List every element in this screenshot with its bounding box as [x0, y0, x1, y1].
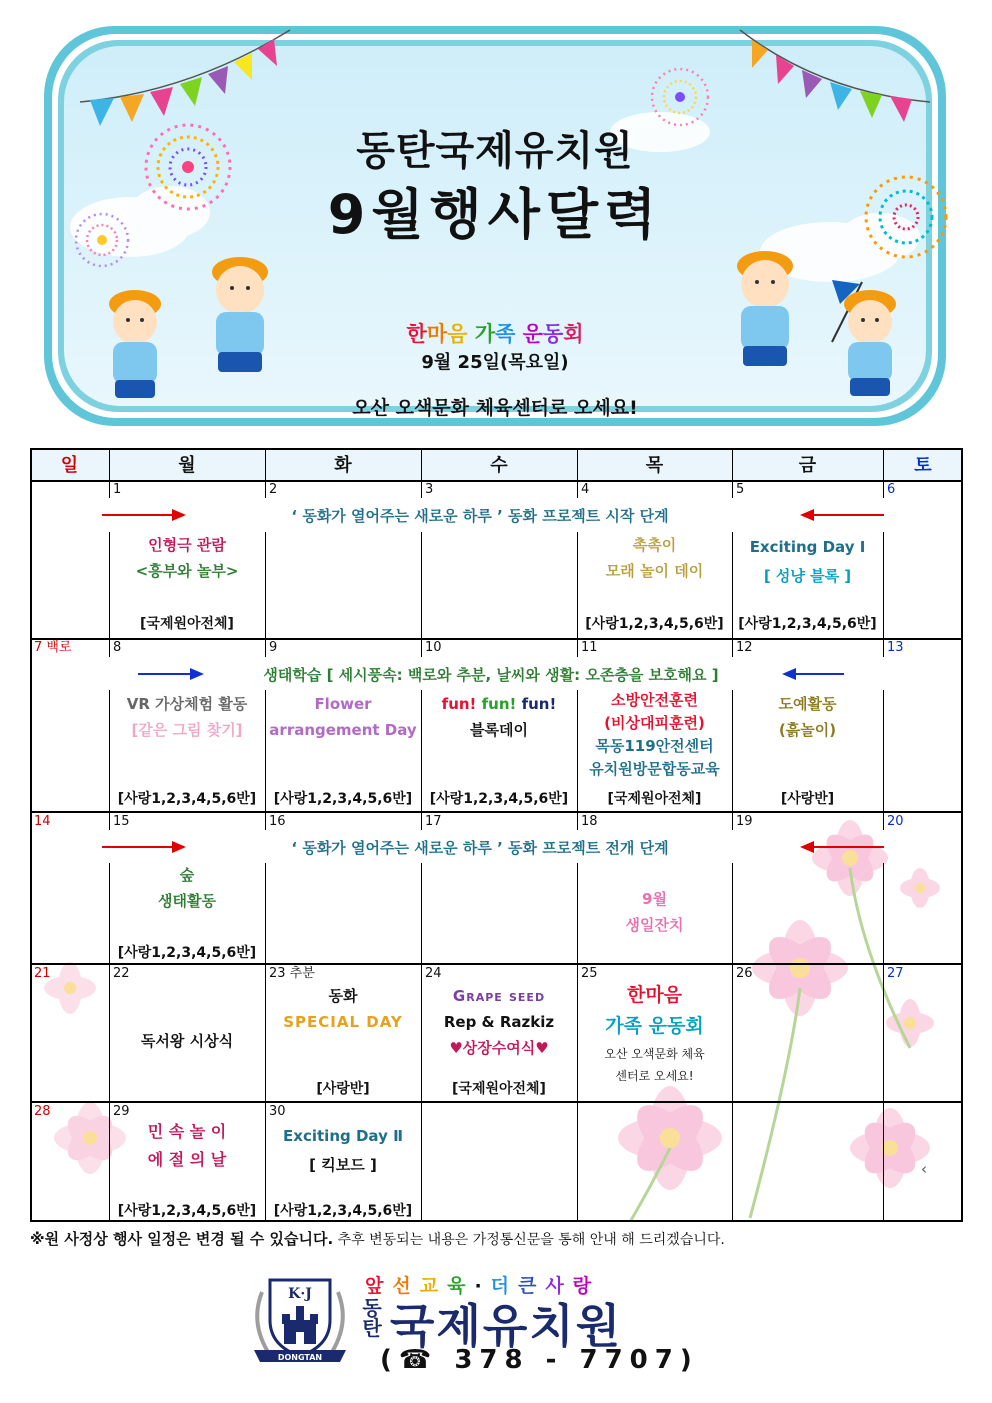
sports-char: 족	[495, 322, 523, 346]
day-header-fri: 금	[798, 455, 817, 476]
day-header-wed: 수	[490, 455, 508, 476]
date-number: 8	[113, 640, 122, 655]
dong-char: 동	[362, 1296, 382, 1320]
flower-icon	[812, 820, 888, 896]
grid-line	[265, 448, 266, 498]
phone-number: (☎ 378 - 7707)	[380, 1345, 699, 1375]
logo-ribbon-text: DONGTAN	[277, 1353, 323, 1362]
sports-char: 음	[447, 322, 475, 346]
class-label: [사랑반]	[316, 1081, 370, 1097]
grid-line	[30, 448, 32, 1222]
event-line	[421, 691, 577, 717]
schedule-change-note	[30, 1228, 725, 1249]
event-line: 유치원방문합동교육	[589, 760, 720, 778]
event-reading-award: 독서왕 시상식	[140, 1032, 234, 1050]
class-label: [사랑1,2,3,4,5,6반]	[117, 945, 257, 961]
event-line: ♥상장수여식♥	[449, 1039, 549, 1057]
tan-char: 탄	[362, 1316, 382, 1340]
grid-line	[109, 448, 110, 498]
logo-letters: K·J	[288, 1286, 312, 1302]
date-number: 21	[34, 966, 51, 981]
event-line: 인형극 관람	[148, 536, 226, 554]
event-line: 동화	[328, 987, 358, 1005]
class-label: [사랑1,2,3,4,5,6반]	[117, 1203, 257, 1219]
sports-char: 마	[426, 322, 448, 346]
grid-line	[265, 532, 266, 657]
event-vr-experience	[109, 691, 265, 743]
date-number: 7 백로	[34, 640, 72, 655]
left-arrow-icon	[782, 667, 844, 681]
event-line: 한마음	[626, 984, 683, 1006]
date-number: 9	[269, 640, 278, 655]
right-arrow-icon	[102, 508, 186, 522]
date-number: 19	[736, 814, 753, 829]
date-number: 5	[736, 482, 745, 497]
class-label: [사랑1,2,3,4,5,6반]	[429, 791, 569, 807]
sports-char: 가	[474, 322, 495, 346]
class-label: [사랑1,2,3,4,5,6반]	[738, 616, 877, 632]
event-birthday-party	[577, 886, 732, 938]
event-line: Exciting Day Ⅱ	[283, 1127, 403, 1145]
class-label: [국제원아전체]	[140, 616, 234, 632]
event-line: Exciting Day Ⅰ	[749, 538, 866, 556]
fun-word: fun!	[521, 695, 557, 713]
event-line: 숲	[179, 866, 195, 884]
event-line: Grape seed	[452, 987, 546, 1005]
slogan-char: 교	[419, 1275, 448, 1297]
sports-day-date: 9월 25일(목요일)	[421, 352, 569, 373]
event-line: [ 킥보드 ]	[309, 1156, 377, 1174]
event-sand-play	[577, 532, 732, 584]
date-number: 28	[34, 1104, 51, 1119]
event-line: 도예활동	[778, 695, 837, 713]
date-number: 10	[425, 640, 442, 655]
project-band: ‘ 동화가 열어주는 새로운 하루 ’ 동화 프로젝트 전개 단계	[291, 839, 669, 857]
grid-line	[30, 1220, 963, 1222]
event-line: 민 속 놀 이	[147, 1122, 227, 1141]
right-arrow-icon	[102, 840, 186, 854]
event-line: Rep & Razkiz	[443, 1013, 555, 1031]
sports-day-title	[40, 318, 950, 348]
left-arrow-icon	[800, 508, 884, 522]
event-block-day	[421, 691, 577, 743]
grid-line	[577, 448, 578, 498]
event-folk-games	[109, 1118, 265, 1174]
grid-line	[883, 532, 884, 657]
note-bold: ※원 사정상 행사 일정은 변경 될 수 있습니다.	[30, 1230, 334, 1248]
grid-line	[961, 448, 963, 1222]
date-number: 25	[581, 966, 598, 981]
date-number: 11	[581, 640, 598, 655]
flower-icon	[886, 999, 934, 1047]
date-number: 17	[425, 814, 442, 829]
event-pottery	[732, 691, 883, 743]
chevron-left-icon[interactable]: ‹	[921, 1160, 927, 1178]
slogan-char: 더	[490, 1275, 519, 1297]
grid-line	[883, 448, 884, 498]
grid-line	[883, 690, 884, 830]
event-grape-seed	[421, 983, 577, 1061]
day-header-thu: 목	[645, 455, 664, 476]
sports-char: 동	[542, 322, 564, 346]
date-number: 3	[425, 482, 434, 497]
slogan-char: 선	[392, 1275, 420, 1297]
event-flower-arrangement	[265, 691, 421, 743]
project-band: ‘ 동화가 열어주는 새로운 하루 ’ 동화 프로젝트 시작 단계	[291, 507, 669, 525]
note-normal: 추후 변동되는 내용은 가정통신문을 통해 안내 해 드리겠습니다.	[333, 1232, 725, 1248]
fun-word: fun!	[481, 695, 522, 713]
date-number: 26	[736, 966, 753, 981]
grid-line	[30, 480, 963, 482]
sports-char: 운	[522, 322, 543, 346]
date-number: 29	[113, 1104, 130, 1119]
slogan-char: 앞	[365, 1275, 393, 1297]
slogan-char: 랑	[572, 1275, 601, 1297]
event-line: SPECIAL DAY	[283, 1013, 403, 1031]
right-arrow-icon	[138, 667, 204, 681]
event-fairy-tale-day	[265, 983, 421, 1035]
sports-char: 회	[563, 322, 584, 346]
day-header-mon: 월	[178, 455, 196, 476]
date-number: 15	[113, 814, 130, 829]
grid-line	[421, 532, 422, 657]
class-label: [국제원아전체]	[607, 791, 702, 807]
date-number: 1	[113, 482, 122, 497]
left-arrow-icon	[800, 840, 884, 854]
event-line: 생일잔치	[625, 916, 684, 934]
event-line: [같은 그림 찾기]	[131, 721, 243, 739]
date-number: 12	[736, 640, 753, 655]
september-calendar	[30, 448, 963, 1222]
date-number: 27	[887, 966, 904, 981]
slogan-char: 큰	[518, 1275, 546, 1297]
event-line: 9월	[642, 890, 667, 908]
fun-word: fun!	[441, 695, 482, 713]
calendar-title: 9월행사달력	[327, 183, 663, 246]
event-line: arrangement Day	[269, 721, 417, 739]
event-line: 촉촉이	[632, 536, 677, 554]
event-line: 가족 운동회	[605, 1015, 704, 1037]
event-line: [ 성냥 블록 ]	[763, 567, 852, 585]
date-number: 4	[581, 482, 590, 497]
eco-learning-band: 생태학습 [ 세시풍속: 백로와 추분, 날씨와 생활: 오존층을 보호해요 ]	[263, 666, 719, 684]
slogan-char: 육	[447, 1275, 475, 1297]
event-line: 생태활동	[158, 892, 216, 910]
day-header-sat: 토	[914, 455, 932, 476]
grid-line	[732, 448, 733, 498]
sports-char: 한	[406, 322, 427, 346]
class-label: [사랑반]	[780, 791, 835, 807]
date-number: 6	[887, 482, 896, 497]
class-label: [국제원아전체]	[452, 1081, 546, 1097]
kindergarten-name: 국제유치원	[390, 1299, 623, 1353]
grid-line	[30, 1101, 963, 1103]
event-line: VR 가상체험 활동	[126, 695, 248, 713]
event-line: 목동119안전센터	[595, 737, 714, 755]
flower-icon	[900, 868, 940, 908]
date-number: 16	[269, 814, 286, 829]
dongtan-vertical-label	[360, 1298, 384, 1338]
class-label: [사랑1,2,3,4,5,6반]	[273, 1203, 413, 1219]
class-label: [사랑1,2,3,4,5,6반]	[585, 616, 724, 632]
grid-line	[30, 448, 963, 450]
event-forest-eco	[109, 862, 265, 914]
event-line: 블록데이	[470, 721, 528, 739]
event-exciting-day-1	[732, 534, 883, 589]
grid-line	[732, 863, 733, 1222]
event-line: (흙놀이)	[778, 721, 837, 739]
date-number: 2	[269, 482, 278, 497]
class-label: [사랑1,2,3,4,5,6반]	[273, 791, 413, 807]
event-banner	[40, 22, 950, 430]
kindergarten-logo	[248, 1272, 352, 1370]
event-exciting-day-2	[265, 1123, 421, 1178]
grid-line	[421, 448, 422, 498]
date-number: 18	[581, 814, 598, 829]
slogan-char: ·	[474, 1275, 491, 1297]
event-line: Flower	[314, 695, 372, 713]
day-header-tue: 화	[334, 455, 352, 476]
event-line: 오산 오색문화 체육	[604, 1047, 705, 1061]
event-line: 소방안전훈련	[611, 691, 698, 709]
grid-line	[30, 638, 963, 640]
grid-line	[30, 963, 963, 965]
event-fire-safety	[577, 689, 732, 781]
kindergarten-title: 동탄국제유치원	[356, 128, 634, 174]
day-header-sun: 일	[60, 455, 79, 476]
slogan-char: 사	[545, 1275, 573, 1297]
event-family-sports-day	[577, 981, 732, 1087]
event-line: (비상대피훈련)	[604, 714, 705, 732]
event-line: 에 절 의 날	[147, 1150, 227, 1169]
flower-icon	[752, 920, 848, 1016]
date-number: 30	[269, 1104, 286, 1119]
date-number: 22	[113, 966, 130, 981]
grid-line	[883, 863, 884, 1222]
grid-line	[30, 811, 963, 813]
sports-day-place: 오산 오색문화 체육센터로 오세요!	[352, 397, 638, 419]
event-line: <흥부와 놀부>	[135, 562, 239, 580]
class-label: [사랑1,2,3,4,5,6반]	[117, 791, 257, 807]
event-puppet-show	[109, 532, 265, 584]
date-number: 14	[34, 814, 51, 829]
date-number: 20	[887, 814, 904, 829]
event-line: 모래 놀이 데이	[605, 562, 704, 580]
date-number: 23 추분	[269, 966, 315, 981]
date-number: 24	[425, 966, 442, 981]
flower-icon	[44, 962, 96, 1014]
date-number: 13	[887, 640, 904, 655]
event-line: 센터로 오세요!	[615, 1069, 694, 1083]
